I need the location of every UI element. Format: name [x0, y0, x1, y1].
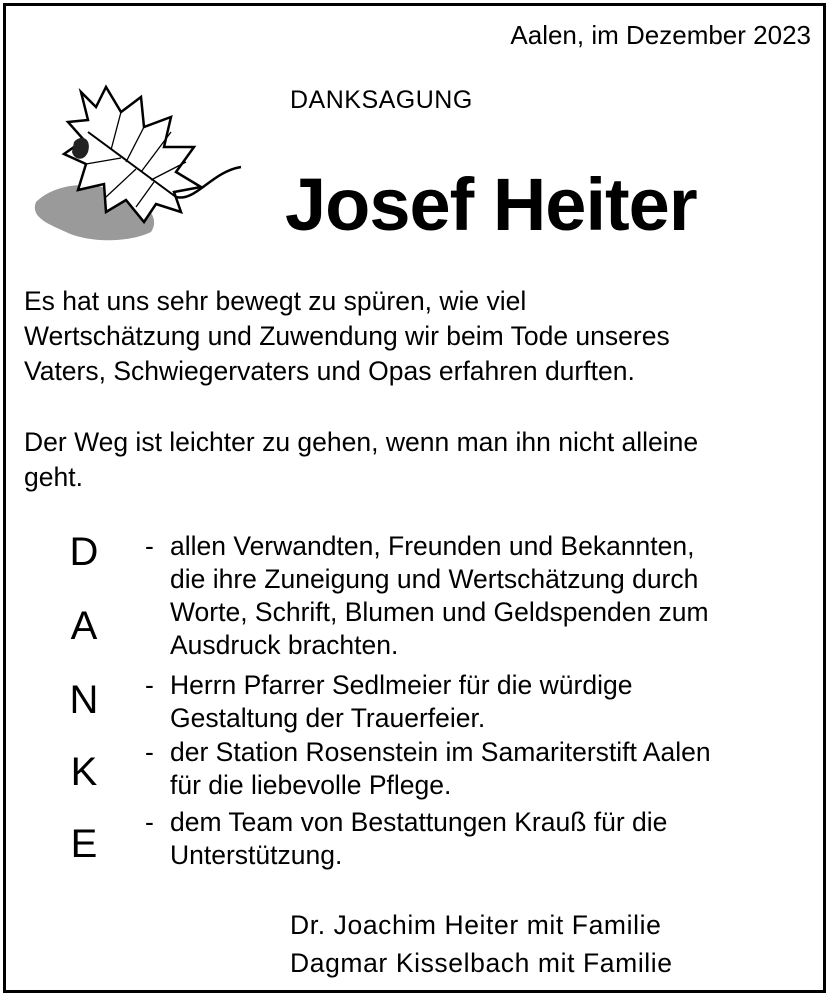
thanks-item-text: Herrn Pfarrer Sedlmeier für die würdige Gestaltung der Trauerfeier.	[170, 670, 633, 733]
autumn-leaf-icon	[26, 72, 256, 247]
item-dash: -	[145, 531, 154, 561]
danke-letter: E	[70, 822, 98, 866]
thanks-item-text: allen Verwandten, Freunden und Bekannten, die ihre Zuneigung und Wertschätzung durch Worte, Schrift, Blumen und Geldspenden zum Ausdruck brachten.	[170, 531, 709, 660]
danke-letter: D	[69, 530, 99, 574]
item-dash: -	[145, 737, 154, 767]
thanks-item-text: dem Team von Bestattungen Krauß für die Unterstützung.	[170, 807, 668, 870]
danke-letter: A	[70, 604, 98, 648]
date-line: Aalen, im Dezember 2023	[510, 20, 811, 50]
heading-danksagung: DANKSAGUNG	[290, 86, 473, 114]
danke-letter: K	[70, 750, 98, 794]
item-dash: -	[145, 670, 154, 700]
signature-line: Dr. Joachim Heiter mit Familie	[290, 910, 662, 940]
paragraph-gratitude: Es hat uns sehr bewegt zu spüren, wie viel Wertschätzung und Zuwendung wir beim Tode unseres Vaters, Schwiegervaters und Opas erfahren durften.	[24, 286, 670, 386]
signature-line: Dagmar Kisselbach mit Familie	[290, 948, 673, 978]
thanks-item-text: der Station Rosenstein im Samariterstift Aalen für die liebevolle Pflege.	[170, 737, 711, 800]
deceased-name: Josef Heiter	[285, 163, 697, 246]
danke-letter: N	[69, 678, 99, 722]
item-dash: -	[145, 807, 154, 837]
paragraph-quote: Der Weg ist leichter zu gehen, wenn man ihn nicht alleine geht.	[24, 427, 699, 492]
